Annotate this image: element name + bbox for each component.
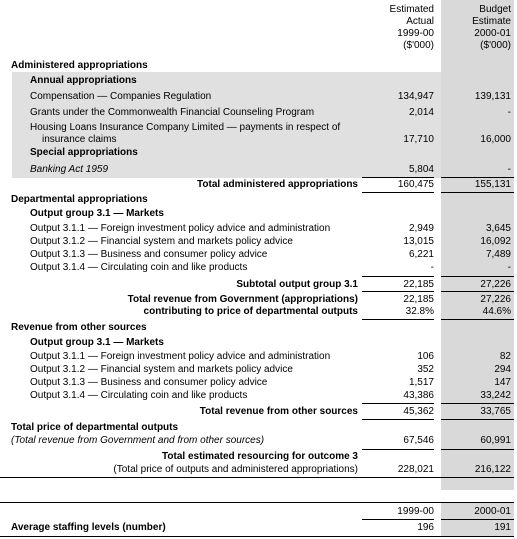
resourcing-heading: Total estimated resourcing for outcome 3: [162, 451, 358, 462]
row-label: Output 3.1.4 — Circulating coin and like products: [30, 262, 248, 273]
row-label: Banking Act 1959: [30, 164, 109, 175]
group-heading-label: Special appropriations: [30, 147, 138, 158]
table-row: [0, 376, 517, 389]
group-heading-label: Output group 3.1 — Markets: [30, 208, 164, 219]
contribution-actual: 32.8%: [405, 306, 434, 317]
resourcing-heading-row: [0, 450, 517, 463]
header-budget-line: 2000-01: [474, 28, 511, 39]
total-actual: 45,362: [403, 406, 434, 417]
contribution-budget: 44.6%: [482, 306, 511, 317]
row-label: Housing Loans Insurance Company Limited — payments in respect of: [30, 122, 341, 133]
rule: [441, 319, 514, 320]
row-label-continued: insurance claims: [42, 134, 117, 145]
section-heading: [0, 421, 517, 434]
total-label: Total revenue from other sources: [199, 406, 358, 417]
group-heading: [0, 207, 517, 220]
row-budget: 147: [494, 377, 511, 388]
row-actual: 43,386: [403, 390, 434, 401]
subtotal-label: Subtotal output group 3.1: [236, 279, 358, 290]
section-heading: [0, 193, 517, 206]
subtotal-actual: 22,185: [403, 279, 434, 290]
group-heading-label: Annual appropriations: [30, 75, 137, 86]
row-budget: 3,645: [485, 223, 511, 234]
row-budget: 7,489: [485, 249, 511, 260]
row-actual: 13,015: [403, 236, 434, 247]
total-label: Total administered appropriations: [197, 179, 358, 190]
rule: [441, 291, 514, 292]
total-budget: 33,765: [480, 406, 511, 417]
resourcing-actual: 228,021: [397, 464, 434, 475]
header-budget-line: Estimate: [472, 16, 511, 27]
group-heading: [0, 336, 517, 349]
staffing-actual: 196: [417, 522, 434, 533]
row-label: Output 3.1.1 — Foreign investment policy advice and administration: [30, 351, 331, 362]
total-budget: 155,131: [474, 179, 511, 190]
row-actual: -: [430, 262, 434, 273]
resourcing-budget: 216,122: [474, 464, 511, 475]
table-row: [0, 106, 517, 119]
row-label: Output 3.1.4 — Circulating coin and like products: [30, 390, 248, 401]
rule: [0, 477, 514, 478]
staffing-year-budget: 2000-01: [474, 506, 511, 517]
section-heading-label: Total price of departmental outputs: [11, 422, 179, 433]
row-actual: 5,804: [408, 164, 434, 175]
rule: [0, 502, 514, 503]
row-actual: 1,517: [408, 377, 434, 388]
rule: [441, 403, 514, 404]
header-actual-line: 1999-00: [397, 28, 434, 39]
total-row: [0, 178, 517, 191]
total-row: [0, 405, 517, 418]
subtotal-budget: 27,226: [480, 279, 511, 290]
table-row: [0, 248, 517, 261]
total-actual: 160,475: [397, 179, 434, 190]
table-row: [0, 90, 517, 103]
row-budget: -: [507, 107, 511, 118]
rule: [362, 291, 434, 292]
price-budget: 60,991: [480, 435, 511, 446]
row-budget: 139,131: [474, 91, 511, 102]
header-budget-line: Budget: [479, 4, 511, 15]
price-actual: 67,546: [403, 435, 434, 446]
table-row: [0, 363, 517, 376]
rule: [362, 519, 434, 520]
table-row: [0, 350, 517, 363]
row-label: Output 3.1.3 — Business and consumer policy advice: [30, 377, 268, 388]
group-heading: [0, 146, 517, 159]
row-actual: 106: [417, 351, 434, 362]
row-budget: 16,000: [480, 134, 511, 145]
resourcing-row: [0, 463, 517, 476]
section-heading-label: Departmental appropriations: [11, 194, 148, 205]
row-actual: 6,221: [408, 249, 434, 260]
staffing-budget: 191: [494, 522, 511, 533]
row-label: Output 3.1.2 — Financial system and markets policy advice: [30, 236, 293, 247]
total-actual: 22,185: [403, 294, 434, 305]
row-actual: 17,710: [403, 134, 434, 145]
total-budget: 27,226: [480, 294, 511, 305]
table-row: [0, 235, 517, 248]
rule: [362, 319, 434, 320]
row-label: Output 3.1.2 — Financial system and markets policy advice: [30, 364, 293, 375]
row-budget: 82: [499, 351, 511, 362]
rule: [362, 403, 434, 404]
contribution-label: contributing to price of departmental outputs: [143, 306, 358, 317]
rule: [441, 519, 514, 520]
row-budget: -: [507, 164, 511, 175]
row-label: Grants under the Commonwealth Financial Counseling Program: [30, 107, 315, 118]
row-actual: 2,949: [408, 223, 434, 234]
row-actual: 352: [417, 364, 434, 375]
price-sub-label: (Total revenue from Government and from other sources): [11, 435, 265, 446]
row-budget: 33,242: [480, 390, 511, 401]
row-budget: 294: [494, 364, 511, 375]
row-actual: 134,947: [397, 91, 434, 102]
row-label: Output 3.1.3 — Business and consumer policy advice: [30, 249, 268, 260]
staffing-label: Average staffing levels (number): [11, 522, 166, 533]
section-heading-label: Administered appropriations: [11, 60, 148, 71]
contribution-row: [0, 305, 517, 318]
section-heading-label: Revenue from other sources: [11, 322, 147, 333]
group-heading-label: Output group 3.1 — Markets: [30, 337, 164, 348]
rule: [0, 536, 514, 537]
header-budget: [441, 4, 511, 52]
row-label: Output 3.1.1 — Foreign investment policy advice and administration: [30, 223, 331, 234]
section-heading: [0, 59, 517, 72]
staffing-row: [0, 521, 517, 534]
row-actual: 2,014: [408, 107, 434, 118]
group-heading: [0, 74, 517, 87]
header-actual-line: Actual: [406, 16, 434, 27]
table-row-continued: [0, 133, 517, 146]
row-label: Compensation — Companies Regulation: [30, 91, 212, 102]
table-row: [0, 389, 517, 402]
header-budget-line: ($'000): [480, 40, 511, 51]
row-budget: -: [507, 262, 511, 273]
total-label: Total revenue from Government (appropriations): [127, 294, 358, 305]
header-actual-line: ($'000): [403, 40, 434, 51]
rule: [362, 276, 434, 277]
price-row: [0, 434, 517, 447]
table-row: [0, 222, 517, 235]
rule: [441, 276, 514, 277]
table-row: [0, 163, 517, 176]
section-heading: [0, 321, 517, 334]
rule: [362, 419, 434, 420]
header-actual: [362, 4, 434, 52]
rule: [441, 419, 514, 420]
table-row: [0, 261, 517, 274]
resourcing-sub-label: (Total price of outputs and administered appropriations): [113, 464, 358, 475]
header-actual-line: Estimated: [389, 4, 434, 15]
staffing-year-row: [0, 505, 517, 518]
row-budget: 16,092: [480, 236, 511, 247]
staffing-year-actual: 1999-00: [397, 506, 434, 517]
subtotal-row: [0, 278, 517, 291]
